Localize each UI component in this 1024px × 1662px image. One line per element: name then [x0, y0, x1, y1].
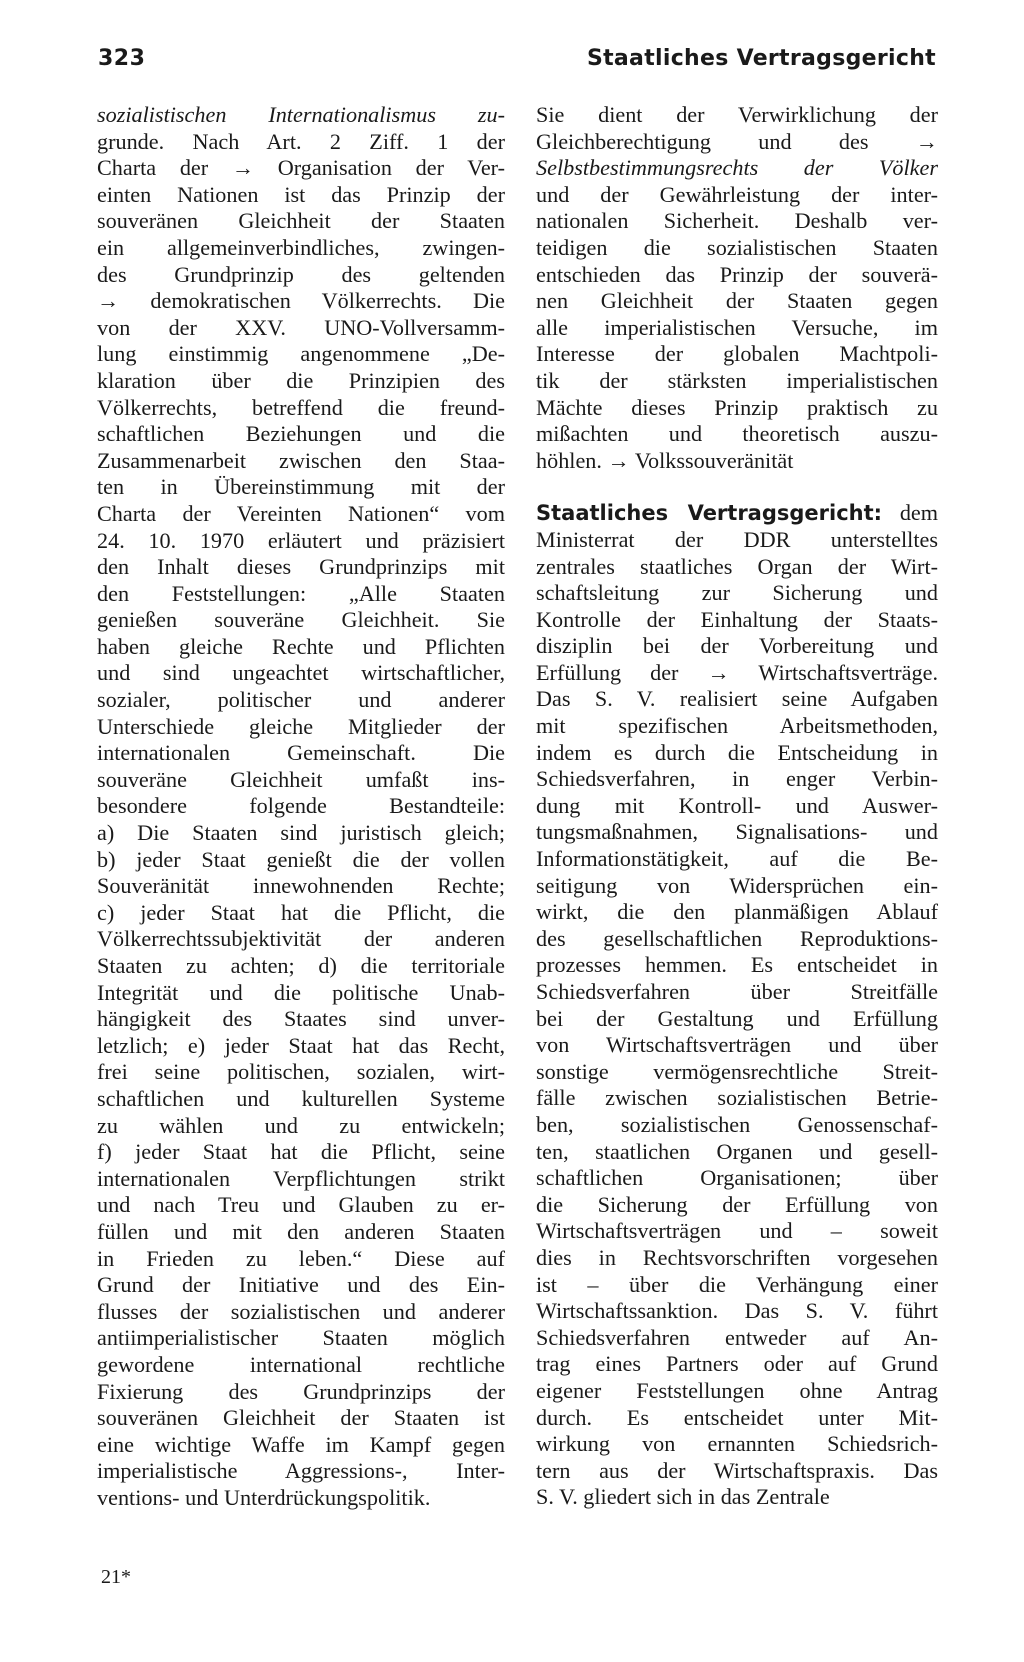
text-line: seitigung von Widersprüchen ein- — [536, 872, 938, 898]
text-line: Grund der Initiative und des Ein- — [97, 1272, 505, 1298]
page-number: 323 — [98, 46, 146, 71]
text-line: zentrales staatliches Organ der Wirt- — [536, 553, 938, 579]
text-line: 24. 10. 1970 erläutert und präzisiert — [97, 527, 505, 553]
text-line: Charta der → Organisation der Ver- — [97, 155, 505, 181]
text-line: Zusammenarbeit zwischen den Staa- — [97, 447, 505, 473]
text-line: teidigen die sozialistischen Staaten — [536, 234, 938, 260]
text-line: frei seine politischen, sozialen, wirt- — [97, 1059, 505, 1085]
text-line: souveränen Gleichheit der Staaten ist — [97, 1405, 505, 1431]
text-line — [536, 155, 938, 182]
text-line: Unterschiede gleiche Mitglieder der — [97, 713, 505, 739]
text-line: indem es durch die Entscheidung in — [536, 739, 938, 765]
text-line: entschieden das Prinzip der souverä- — [536, 261, 938, 287]
text-line: nationalen Sicherheit. Deshalb ver- — [536, 208, 938, 234]
text-line: eigener Feststellungen ohne Antrag — [536, 1377, 938, 1403]
text-line: Völkerrechts, betreffend die freund- — [97, 394, 505, 420]
text-line: Wirtschaftsverträgen und – soweit — [536, 1218, 938, 1244]
text-line: fälle zwischen sozialistischen Betrie- — [536, 1085, 938, 1111]
text-line: und der Gewährleistung der inter- — [536, 181, 938, 207]
text-line: internationalen Gemeinschaft. Die — [97, 740, 505, 766]
text-line: schaftlichen und kulturellen Systeme — [97, 1085, 505, 1111]
text-line: tik der stärksten imperialistischen — [536, 367, 938, 393]
text-line: genießen souveräne Gleichheit. Sie — [97, 607, 505, 633]
text-line: souveränen Gleichheit der Staaten — [97, 208, 505, 234]
text-line: haben gleiche Rechte und Pflichten — [97, 633, 505, 659]
text-line-part: Selbstbestimmungsrechts der Völker — [536, 155, 938, 181]
text-line: tern aus der Wirtschaftspraxis. Das — [536, 1457, 938, 1483]
text-line: → demokratischen Völkerrechts. Die — [97, 288, 505, 314]
text-line: internationalen Verpflichtungen strikt — [97, 1165, 505, 1191]
text-line: a) Die Staaten sind juristisch gleich; — [97, 820, 505, 846]
text-line: nen Gleichheit der Staaten gegen — [536, 288, 938, 314]
text-line: Interesse der globalen Machtpoli- — [536, 341, 938, 367]
text-line: Völkerrechtssubjektivität der anderen — [97, 926, 505, 952]
text-line: alle imperialistischen Versuche, im — [536, 314, 938, 340]
text-line: in Frieden zu leben.“ Diese auf — [97, 1245, 505, 1271]
text-line: von der XXV. UNO-Vollversamm- — [97, 314, 505, 340]
text-line: Fixierung des Grundprinzips der — [97, 1378, 505, 1404]
text-line: bei der Gestaltung und Erfüllung — [536, 1005, 938, 1031]
text-line: Ministerrat der DDR unterstelltes — [536, 526, 938, 552]
text-line: mißachten und theoretisch auszu- — [536, 421, 938, 447]
left-column — [97, 102, 505, 1511]
text-line: Charta der Vereinten Nationen“ vom — [97, 500, 505, 526]
text-line: tungsmaßnahmen, Signalisations- und — [536, 819, 938, 845]
text-line: Informationstätigkeit, auf die Be- — [536, 846, 938, 872]
text-line: Souveränität innewohnenden Rechte; — [97, 873, 505, 899]
text-line: dung mit Kontroll- und Auswer- — [536, 792, 938, 818]
text-line: wirkt, die den planmäßigen Ablauf — [536, 899, 938, 925]
text-line: Gleichberechtigung und des → — [536, 128, 938, 154]
text-line: besondere folgende Bestandteile: — [97, 793, 505, 819]
text-line: die Sicherung der Erfüllung von — [536, 1191, 938, 1217]
text-line: schaftlichen Organisationen; über — [536, 1165, 938, 1191]
text-line: schaftlichen Beziehungen und die — [97, 421, 505, 447]
text-line: den Inhalt dieses Grundprinzips mit — [97, 554, 505, 580]
text-line: grunde. Nach Art. 2 Ziff. 1 der — [97, 128, 505, 154]
text-line — [97, 102, 505, 129]
text-line: den Feststellungen: „Alle Staaten — [97, 580, 505, 606]
text-line: Schiedsverfahren entweder auf An- — [536, 1324, 938, 1350]
text-line: eine wichtige Waffe im Kampf gegen — [97, 1431, 505, 1457]
text-line: ist – über die Verhängung einer — [536, 1271, 938, 1297]
text-line: und nach Treu und Glauben zu er- — [97, 1192, 505, 1218]
text-line: zu wählen und zu entwickeln; — [97, 1112, 505, 1138]
text-line: c) jeder Staat hat die Pflicht, die — [97, 899, 505, 925]
text-line: Schiedsverfahren, in enger Verbin- — [536, 766, 938, 792]
text-line: des Grundprinzip des geltenden — [97, 261, 505, 287]
text-line: dies in Rechtsvorschriften vorgesehen — [536, 1244, 938, 1270]
text-line: f) jeder Staat hat die Pflicht, seine — [97, 1139, 505, 1165]
text-line: antiimperialistischer Staaten möglich — [97, 1325, 505, 1351]
text-line: hängigkeit des Staates sind unver- — [97, 1006, 505, 1032]
text-line: klaration über die Prinzipien des — [97, 367, 505, 393]
text-line: Erfüllung der → Wirtschaftsverträge. — [536, 659, 938, 685]
text-line: S. V. gliedert sich in das Zentrale — [536, 1484, 830, 1510]
entry-first-line — [536, 500, 938, 527]
text-line: lung einstimmig angenommene „De- — [97, 341, 505, 367]
text-line: Schiedsverfahren über Streitfälle — [536, 979, 938, 1004]
text-line: ben, sozialistischen Genossenschaf- — [536, 1111, 938, 1137]
text-line: füllen und mit den anderen Staaten — [97, 1218, 505, 1244]
text-line: sozialer, politischer und anderer — [97, 687, 505, 713]
text-line: Das S. V. realisiert seine Aufgaben — [536, 686, 938, 712]
running-head: Staatliches Vertragsgericht — [586, 46, 936, 71]
text-line: Kontrolle der Einhaltung der Staats- — [536, 606, 938, 632]
text-line: durch. Es entscheidet unter Mit- — [536, 1404, 938, 1430]
text-line: letzlich; e) jeder Staat hat das Recht, — [97, 1032, 505, 1058]
text-line: Integrität und die politische Unab- — [97, 979, 505, 1005]
text-line: Wirtschaftssanktion. Das S. V. führt — [536, 1298, 938, 1324]
text-line: ten, staatlichen Organen und gesell- — [536, 1138, 938, 1164]
text-line: gewordene international rechtliche — [97, 1351, 505, 1377]
text-line: von Wirtschaftsverträgen und über — [536, 1032, 938, 1058]
text-line: schaftsleitung zur Sicherung und — [536, 580, 938, 606]
text-line: Staaten zu achten; d) die territoriale — [97, 953, 505, 978]
text-line: des gesellschaftlichen Reproduktions- — [536, 925, 938, 951]
text-line: souveräne Gleichheit umfaßt ins- — [97, 766, 505, 792]
text-line: prozesses hemmen. Es entscheidet in — [536, 952, 938, 978]
text-line: mit spezifischen Arbeitsmethoden, — [536, 713, 938, 739]
text-line: sonstige vermögensrechtliche Streit- — [536, 1058, 938, 1084]
text-line: wirkung von ernannten Schiedsrich- — [536, 1431, 938, 1457]
text-line: Sie dient der Verwirklichung der — [536, 102, 938, 127]
entry-headword: Staatliches Vertragsgericht: — [536, 501, 883, 526]
text-line-part: sozialistischen Internationalismus zu- — [97, 102, 505, 127]
paragraph-gap — [536, 474, 938, 500]
text-line: Mächte dieses Prinzip praktisch zu — [536, 394, 938, 420]
text-line: flusses der sozialistischen und anderer — [97, 1298, 505, 1324]
text-line: b) jeder Staat genießt die der vollen — [97, 846, 505, 872]
signature-mark: 21* — [101, 1566, 131, 1588]
text-line: ventions- und Unterdrückungspolitik. — [97, 1484, 431, 1510]
right-column — [536, 102, 938, 1511]
text-line: einten Nationen ist das Prinzip der — [97, 181, 505, 207]
text-line-part: dem — [899, 500, 939, 526]
text-line: imperialistische Aggressions-, Inter- — [97, 1458, 505, 1484]
text-line: disziplin bei der Vorbereitung und — [536, 633, 938, 659]
text-line: und sind ungeachtet wirtschaftlicher, — [97, 660, 505, 686]
text-line: ten in Übereinstimmung mit der — [97, 474, 505, 500]
text-line: trag eines Partners oder auf Grund — [536, 1351, 938, 1377]
text-line: ein allgemeinverbindliches, zwingen- — [97, 234, 505, 260]
text-line: höhlen. → Volkssouveränität — [536, 447, 794, 473]
